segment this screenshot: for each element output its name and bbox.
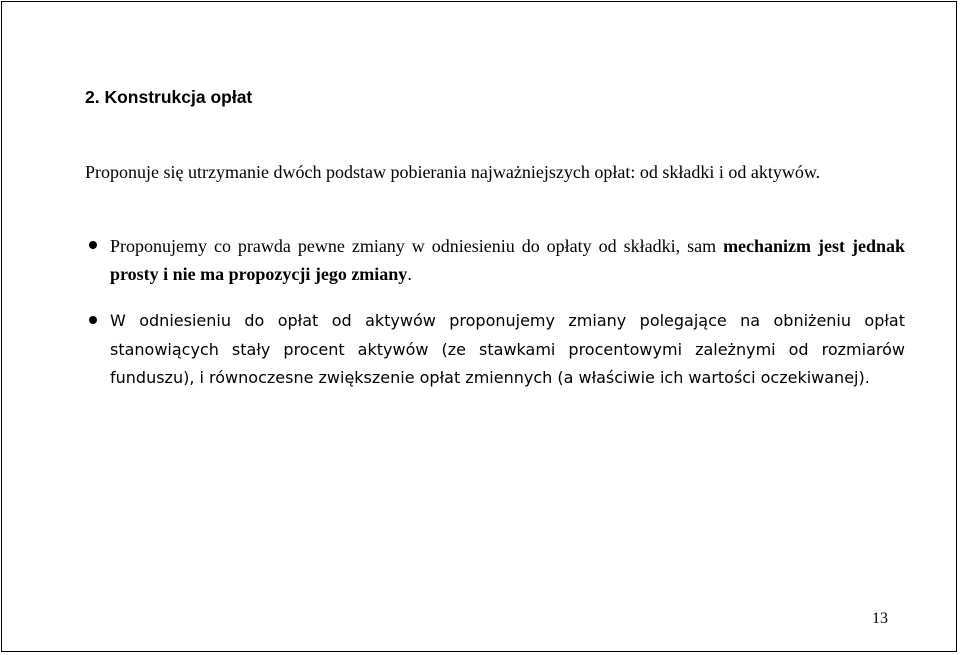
page-number: 13 <box>872 610 888 627</box>
bullet-text <box>110 232 905 288</box>
bullet-dot-icon <box>89 316 97 324</box>
document-page <box>1 1 957 652</box>
bullet-text: W odniesieniu do opłat od aktywów proponujemy zmiany polegające na obniżeniu opłat stanowiących stały procent aktywów (ze stawkami procentowymi zależnymi od rozmiarów funduszu), i równoczesne zwiększenie opłat zmiennych (a właściwie ich wartości oczekiwanej). <box>110 311 905 387</box>
bullet-item-fee-on-contribution <box>85 232 905 288</box>
bullet-text-bold: mechanizm jest jednak prosty i nie ma propozycji jego zmiany <box>110 236 905 284</box>
intro-paragraph: Proponuje się utrzymanie dwóch podstaw pobierania najważniejszych opłat: od składki i od aktywów. <box>85 162 821 182</box>
bullet-item-fee-on-assets <box>85 307 905 393</box>
bullet-text-end: . <box>407 264 412 284</box>
section-heading: 2. Konstrukcja opłat <box>85 87 253 107</box>
bullet-dot-icon <box>89 241 97 249</box>
bullet-text-regular: Proponujemy co prawda pewne zmiany w odniesieniu do opłaty od składki, sam <box>110 236 724 256</box>
